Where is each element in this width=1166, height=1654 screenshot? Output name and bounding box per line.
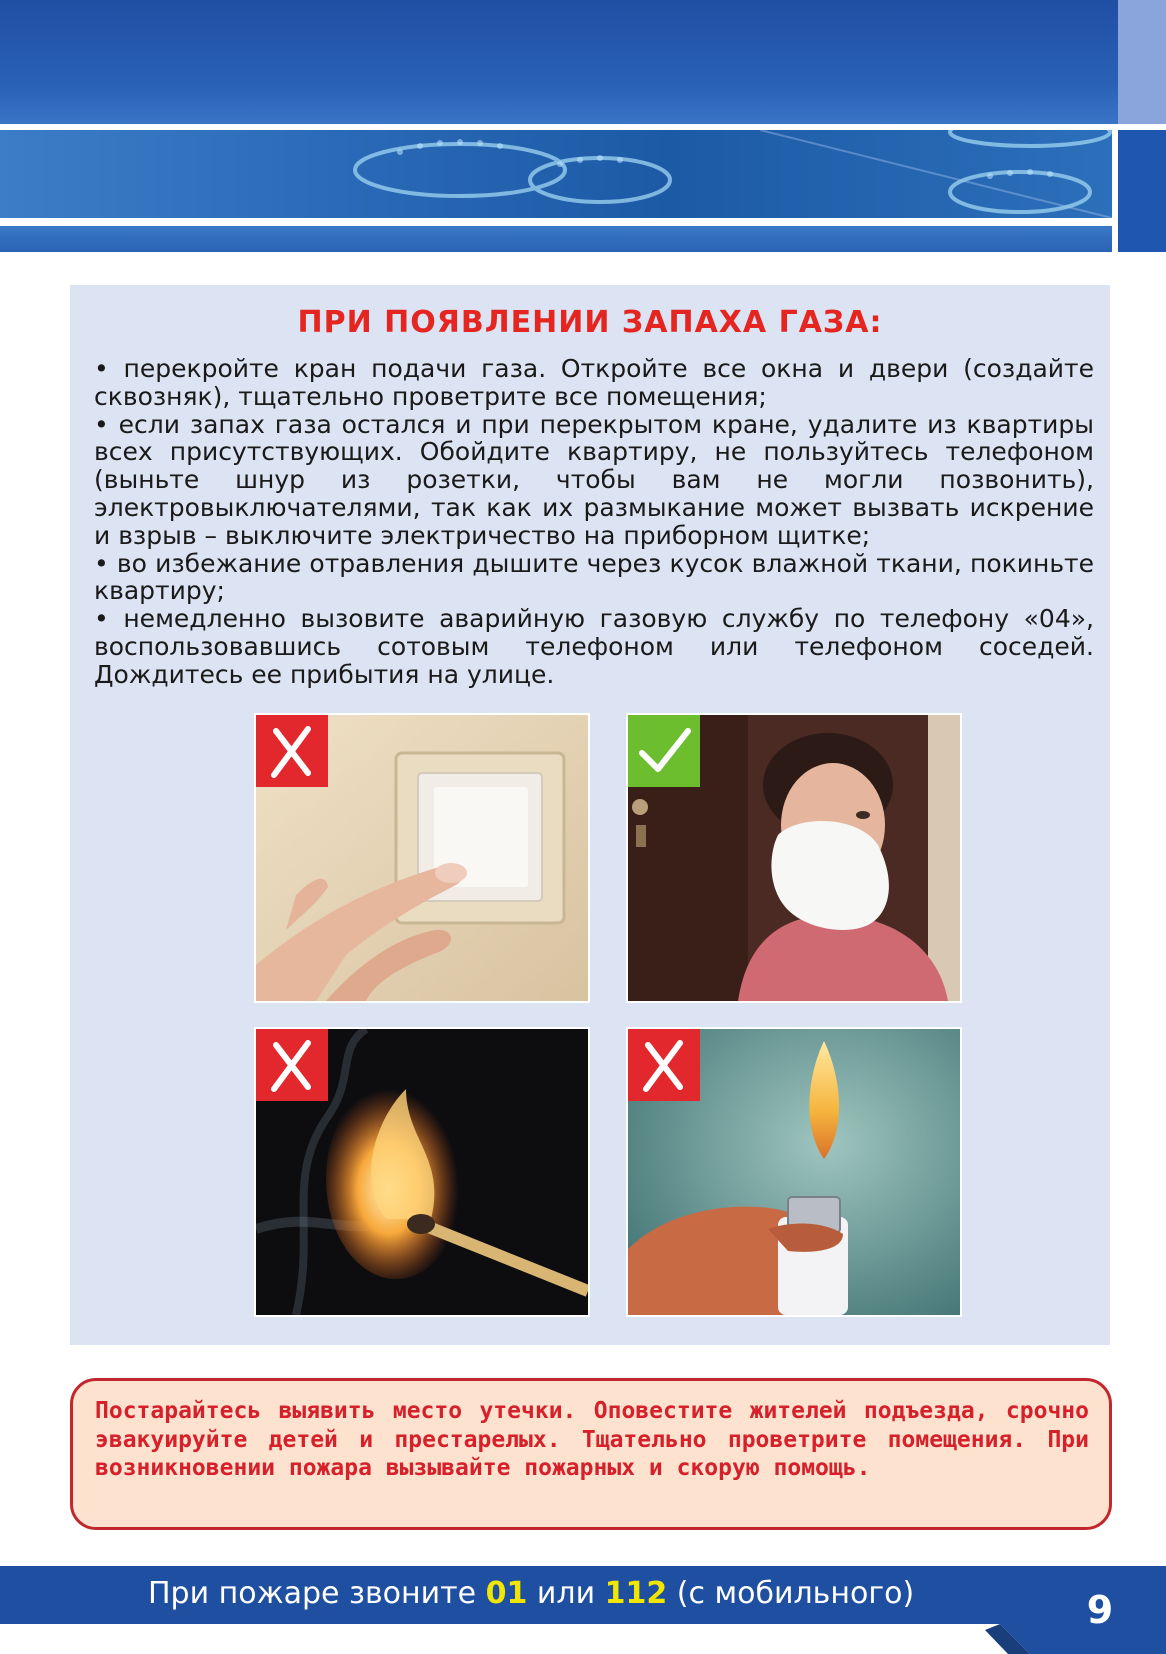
footer-text-after: (с мобильного) xyxy=(667,1576,915,1611)
instruction-item: • перекройте кран подачи газа. Откройте все окна и двери (создайте сквозняк), тщательно проветрите все помещения; xyxy=(94,354,1094,411)
instructions-text xyxy=(94,355,1094,689)
cross-icon xyxy=(256,715,328,787)
phone-number-01: 01 xyxy=(485,1576,528,1611)
gas-burner-flames-icon xyxy=(0,130,1112,218)
header-corner-block-dark xyxy=(1118,130,1166,252)
instruction-item: • если запах газа остался и при перекрытом кране, удалите из квартиры всех присутствующих. Обойдите квартиру, не пользуйтесь телефоном (выньте шнур из розетки, чтобы вам не могли позвонить), электровыключателями, так как их размыкание может вызвать искрение и взрыв – выключите электричество на приборном щитке; xyxy=(94,409,1094,550)
check-icon xyxy=(628,715,700,787)
phone-number-112: 112 xyxy=(604,1576,668,1611)
panel-title: ПРИ ПОЯВЛЕНИИ ЗАПАХА ГАЗА: xyxy=(297,305,883,340)
instruction-item: • немедленно вызовите аварийную газовую службу по телефону «04», воспользовавшись сотовым телефоном или телефоном соседей. Дождитесь ее прибытия на улице. xyxy=(94,604,1094,689)
footer-text-middle: или xyxy=(527,1576,605,1611)
page-number: 9 xyxy=(1086,1588,1114,1632)
cross-icon xyxy=(256,1029,328,1101)
header-gas-burner-banner xyxy=(0,130,1112,218)
warning-box xyxy=(70,1378,1112,1530)
gas-smell-instructions-panel xyxy=(70,285,1110,1345)
instruction-item: • во избежание отравления дышите через кусок влажной ткани, покиньте квартиру; xyxy=(94,548,1094,606)
header-top-bar xyxy=(0,0,1118,124)
footer-text-before: При пожаре звоните xyxy=(148,1576,486,1611)
burning-match-photo xyxy=(254,1027,590,1317)
fire-emergency-phone-line xyxy=(148,1576,914,1611)
cover-face-with-cloth-photo xyxy=(626,713,962,1003)
warning-text: Постарайтесь выявить место утечки. Оповестите жителей подъезда, срочно эвакуируйте детей и престарелых. Тщательно проветрите помещения. При возникновении пожара вызывайте пожарных и скорую помощь. xyxy=(95,1398,1089,1481)
light-switch-photo xyxy=(254,713,590,1003)
header-corner-block-light xyxy=(1118,0,1166,124)
footer-bar xyxy=(0,1566,1166,1654)
cross-icon xyxy=(628,1029,700,1101)
lit-lighter-photo xyxy=(626,1027,962,1317)
header-bottom-stripe xyxy=(0,226,1112,252)
